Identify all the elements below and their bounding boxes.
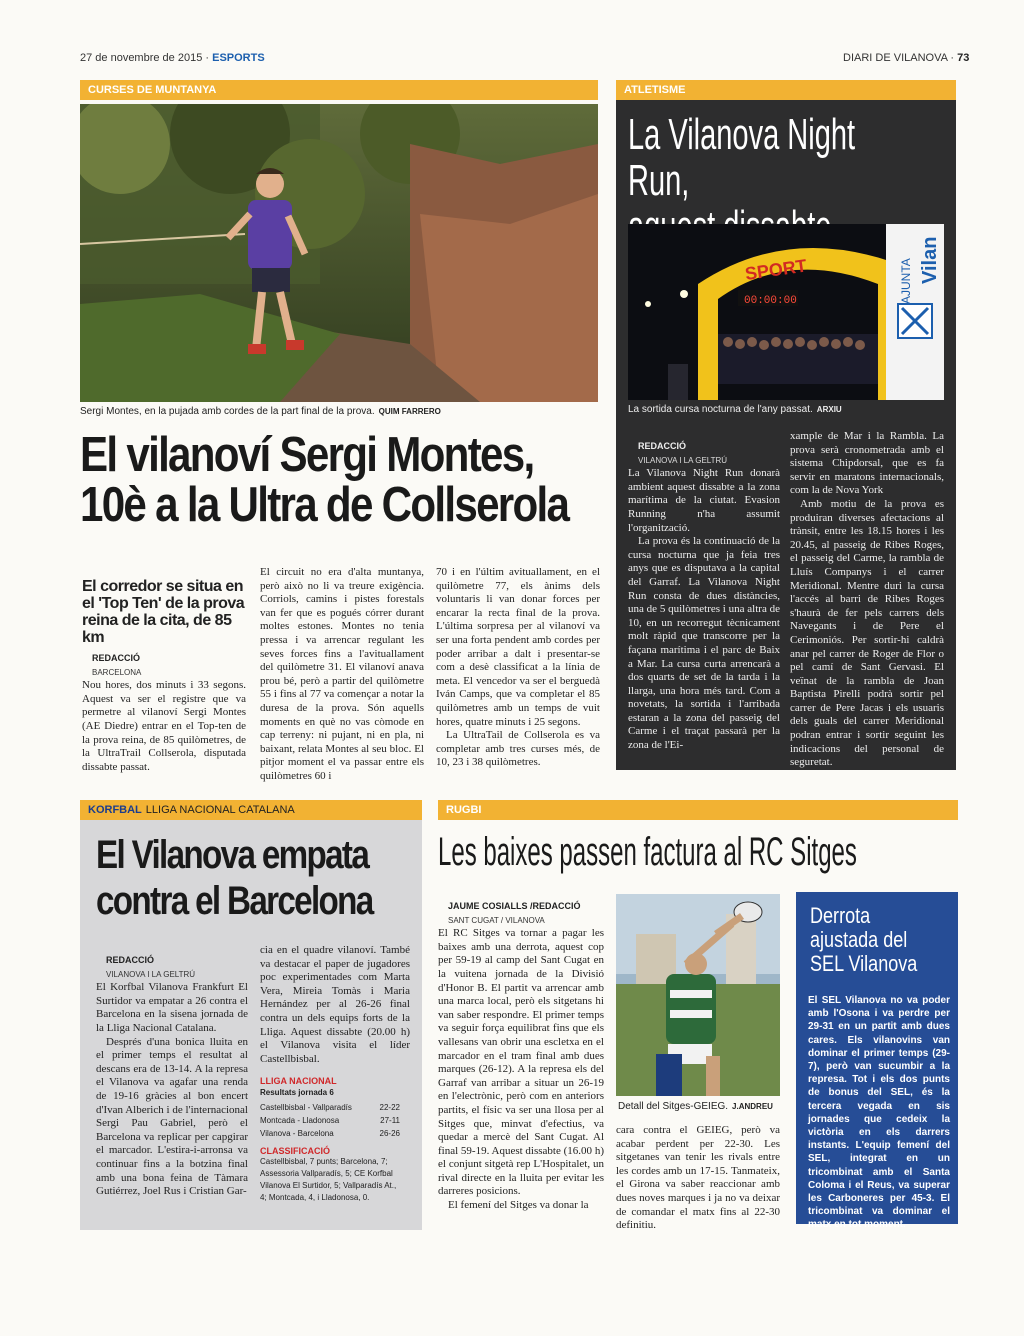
arch-clock: 00:00:00 [744, 295, 797, 307]
body-text: Després d'una bonica lluita en el primer temps el resultat al descans era de 13-14. A la represa el Vilanova va agafar una renda de 19-16 gràcies al bon encert d'Ivan Alberich i de l'internacional Sergi Pau Gabriel, però el Barcelona va replicar per capgirar el marcador. L'estira-i-arronsa va continuar fins a la botzina final amb una bona feina de Tàmara Gutiérrez, Joel Rus i Cristian Gar- [96, 1035, 248, 1198]
column-rugbi-1 [438, 900, 604, 1213]
caption-text: Detall del Sitges-GEIEG. [618, 1101, 729, 1112]
header-date: 27 de novembre de 2015 [80, 52, 203, 64]
section-sublabel: LLIGA NACIONAL CATALANA [145, 804, 295, 816]
section-label: KORFBAL [88, 804, 142, 816]
headline-line-2: ajustada del [810, 927, 908, 952]
photo-rugby [616, 894, 780, 1096]
place: VILANOVA I LA GELTRÚ [106, 969, 196, 979]
place: BARCELONA [92, 667, 142, 677]
body-text: cia en el quadre vilanoví. També va destacar el paper de jugadores poc experimentades com Marta Vera, Mireia Tomàs i Maria Hernández per al 26-26 final contra un dels equips forts de la Lliga. Aquest dissabte (20.00 h) el Vilanova visita el líder Castellbisbal. [260, 944, 410, 1065]
match: Vilanova - Barcelona [260, 1129, 334, 1138]
banner-text-1: AJUNTA [899, 258, 913, 304]
body-text: La prova és la continuació de la cursa nocturna que ja feia tres anys que es disputava a la capital del Garraf. La Vilanova Night Run consta de dues distàncies, una de 5 quilòmetres i una altra de 10, en un recorregut tècnicament molt ràpid que transcorre per la façana marítima i el parc de Baix a Mar. La cursa curta arrencarà a dos quarts de set de la tarda i la llarga, una hora més tard. Com a novetats, la sortida i l'arribada estaran a la zona del passeig del Carme i el traçat passarà per la zona de l'Ei- [628, 535, 780, 752]
table-row [260, 1101, 400, 1114]
section-label: RUGBI [446, 804, 482, 816]
body-text: 70 i en l'últim avituallament, en el quilòmetre 77, els ànims dels voluntaris li van donar forces per encarar la recta final de la prova. L'última sorpresa per al vilanoví va ser una forta pendent amb cordes per poder arribar a dalt i presentar-se com a desè classificat a la línia de meta. El vencedor va ser el berguedà Iván Camps, que va completar el 85 quilòmetres amb un temps de vuit hores, quatre minuts i 25 segons. [436, 566, 600, 728]
body-text: La Vilanova Night Run donarà ambient aquest dissabte a la zona marítima de la ciutat. Evasion Running n'ha assumit l'organització. [628, 467, 780, 534]
body-text: xample de Mar i la Rambla. La prova serà cronometrada amb el sistema Chipdorsal, que es fa servir en maratons internacionals, com la de Nova York [790, 430, 944, 497]
score: 27-11 [380, 1116, 400, 1125]
header-paper: DIARI DE VILANOVA [843, 52, 948, 64]
header-right: DIARI DE VILANOVA · 73 [843, 52, 970, 64]
results-table [260, 1076, 400, 1204]
place: VILANOVA I LA GELTRÚ [638, 455, 728, 465]
headline-line-1: Derrota [810, 903, 871, 928]
match: Montcada - Lladonosa [260, 1116, 340, 1125]
classification-text: Castellbisbal, 7 punts; Barcelona, 7; Assessoria Vallparadís, 5; CE Korfbal Vilanova El Surtidor, 5; Vallparadís At., 4; Montcada, 4, i Lladonosa, 0. [260, 1157, 397, 1202]
column-korfbal-1 [96, 954, 248, 1199]
rugby-image [616, 894, 780, 1096]
section-bar-curses [80, 80, 598, 100]
byline: JAUME COSIALLS /REDACCIÓ [448, 901, 581, 911]
caption-credit: J.ANDREU [732, 1102, 773, 1111]
body-text: El femení del Sitges va donar la [448, 1199, 589, 1212]
headline-curses [80, 430, 568, 530]
byline: REDACCIÓ [92, 653, 141, 663]
table-title: LLIGA NACIONAL [260, 1076, 337, 1086]
headline-line-1: El Vilanova empata [96, 833, 369, 877]
photo-caption-curses [80, 406, 441, 417]
headline-line-1: El vilanoví Sergi Montes, [80, 428, 534, 482]
sel-headline [810, 904, 917, 976]
column-curses-3 [436, 566, 600, 770]
photo-night-run [628, 224, 944, 400]
sel-text: El SEL Vilanova no va poder amb l'Osona i va perdre per 29-31 en un partit amb dues cares. Els vilanovins van dominar el primer temps (29-7), però van sucumbir a la represa. Tot i els dos punts de bonus del SEL, és la tercera vegada en sis jornades que cedeix la victòria en els darrers instants. L'equip femení del SEL, integrat en un tricombinat amb el Santa Coloma i el Reus, va superar les Carboneres per 45-3. El tricombinat va dominar el matx en tot moment. [808, 995, 950, 1231]
classification-title: CLASSIFICACIÓ [260, 1146, 331, 1156]
table-row [260, 1127, 400, 1140]
body-text: El circuit no era d'alta muntanya, però això no li va treure exigència. Corriols, camins i pistes forestals van fer que es pogués córrer durant moltes estones. Montes no tenia pressa i va arrencar regulant les seves forces fins a l'avituallament del quilòmetre 31. El vilanoví anava prou bé, però a partir del quilòmetre 55 i fins al 77 va començar a notar la duresa de la prova. Són aquells moments en què no vas còmode en cap terreny: ni pujant, ni en pla, ni baixant, relata Montes al seu bloc. El pitjor moment el va passar entre els quilòmetres 60 i [260, 566, 424, 782]
section-bar-rugbi [438, 800, 958, 820]
byline: REDACCIÓ [638, 441, 687, 451]
body-text: El RC Sitges va tornar a pagar les baixes amb una derrota, aquest cop per 59-19 al camp del Sant Cugat en la vuitena jornada de la Divisió d'Honor B. El partit va arrencar amb una marca local, però els sitgetans hi van saber respondre. El primer temps va seguir força equilibrat fins que els vallesans van obrir una escletxa en el marcador en el tram final amb dues marques (26-12). A la represa els del Garraf van arribar a situar un 26-19 en l'electrònic, però com en anteriors partits, el físic va ser una llosa per al Sitges que, minvat d'efectius, va quedar a mercè del Sant Cugat. Al final 59-19. Aquest dissabte (16.00 h) el conjunt sitgetà rep L'Hospitalet, un rival directe en la lluita per evitar les darreres posicions. [438, 927, 604, 1198]
headline-line-3: SEL Vilanova [810, 951, 918, 976]
body-text: cara contra el GEIEG, però va acabar perdent per 22-30. Les sitgetanes van tenir les rivals entre les cordes amb un 17-15. Tanmateix, el Girona va saber reaccionar amb dues noves marques i ja no va deixar de comandar el matx fins al 22-30 definitiu. [616, 1124, 780, 1232]
deck-curses: El corredor se situa en el 'Top Ten' de la prova reina de la cita, de 85 km [82, 578, 245, 646]
byline: REDACCIÓ [106, 955, 155, 965]
headline-korfbal [96, 832, 373, 924]
body-text: Amb motiu de la prova es produiran diverses afectacions al trànsit, entre les 18.15 hores i les 20.45, al passeig de Ribes Roges, el passeig del Carme, la rambla de Lluís Companys i el carrer Meridional. Mentre duri la cursa l'accés al barri de Ribes Roges s'haurà de fer pels carrers dels Navegants i de Pere el Cerimoniós. Per sortir-hi caldrà anar pel carrer de Roger de Flor o pel camí de Sant Gervasi. El veïnat de la rambla de Joan Baptista Pirelli podrà sortir pel carrer de Pere Jacas i els usuaris dels guals del carrer Meridional podran entrar i sortir seguint les indicacions del personal de seguretat. [790, 497, 944, 769]
column-atletisme-2 [790, 430, 944, 770]
caption-credit: ARXIU [816, 405, 842, 414]
photo-caption-atletisme [628, 404, 842, 415]
arch-text: SPORT [743, 255, 808, 284]
header-left: 27 de novembre de 2015 · ESPORTS [80, 52, 265, 64]
caption-text: La sortida cursa nocturna de l'any passat. [628, 404, 813, 415]
header-page-number: 73 [957, 52, 970, 64]
photo-caption-rugbi [618, 1101, 773, 1112]
column-rugbi-2 [616, 1124, 780, 1233]
headline-line-2: contra el Barcelona [96, 879, 373, 923]
column-curses-1 [82, 652, 246, 774]
sel-box [796, 892, 958, 1231]
caption-credit: QUIM FARRERO [378, 407, 441, 416]
score: 22-22 [379, 1103, 400, 1112]
body-text: Nou hores, dos minuts i 33 segons. Aquest va ser el registre que va permetre al vilanoví Sergi Montes (AE Diedre) entrar en el Top-ten de la prova reina, de 85 quilòmetres, de la UltraTrail Collserola, disputada dissabte passat. [82, 679, 246, 773]
banner-text-2: Vilan [919, 236, 941, 284]
headline-line-2: 10è a la Ultra de Collserola [80, 478, 569, 532]
headline-rugbi: Les baixes passen factura al RC Sitges [438, 830, 857, 874]
body-text: La UltraTail de Collserola es va completar amb tres curses més, de 10, 23 i 38 quilòmetres. [436, 729, 600, 769]
score: 26-26 [379, 1129, 400, 1138]
section-bar-atletisme [616, 80, 956, 100]
column-curses-2 [260, 566, 424, 784]
section-label: CURSES DE MUNTANYA [88, 84, 217, 96]
table-row [260, 1114, 400, 1127]
body-text: El Korfbal Vilanova Frankfurt El Surtidor va empatar a 26 contra el Barcelona en la sisena jornada de la Lliga Nacional Catalana. [96, 981, 248, 1034]
match: Castellbisbal - Vallparadís [260, 1103, 352, 1112]
headline-line-1: La Vilanova Night Run, [628, 110, 856, 205]
header-section: ESPORTS [212, 52, 265, 64]
table-subtitle: Resultats jornada 6 [260, 1088, 334, 1097]
night-run-image [628, 224, 944, 400]
column-atletisme-1 [628, 440, 780, 753]
section-bar-korfbal [80, 800, 422, 820]
column-korfbal-2 [260, 944, 410, 1066]
section-label: ATLETISME [624, 84, 686, 96]
place: SANT CUGAT / VILANOVA [448, 915, 545, 925]
photo-trail-runner [80, 104, 598, 402]
caption-text: Sergi Montes, en la pujada amb cordes de la part final de la prova. [80, 406, 375, 417]
trail-runner-image [80, 104, 598, 402]
